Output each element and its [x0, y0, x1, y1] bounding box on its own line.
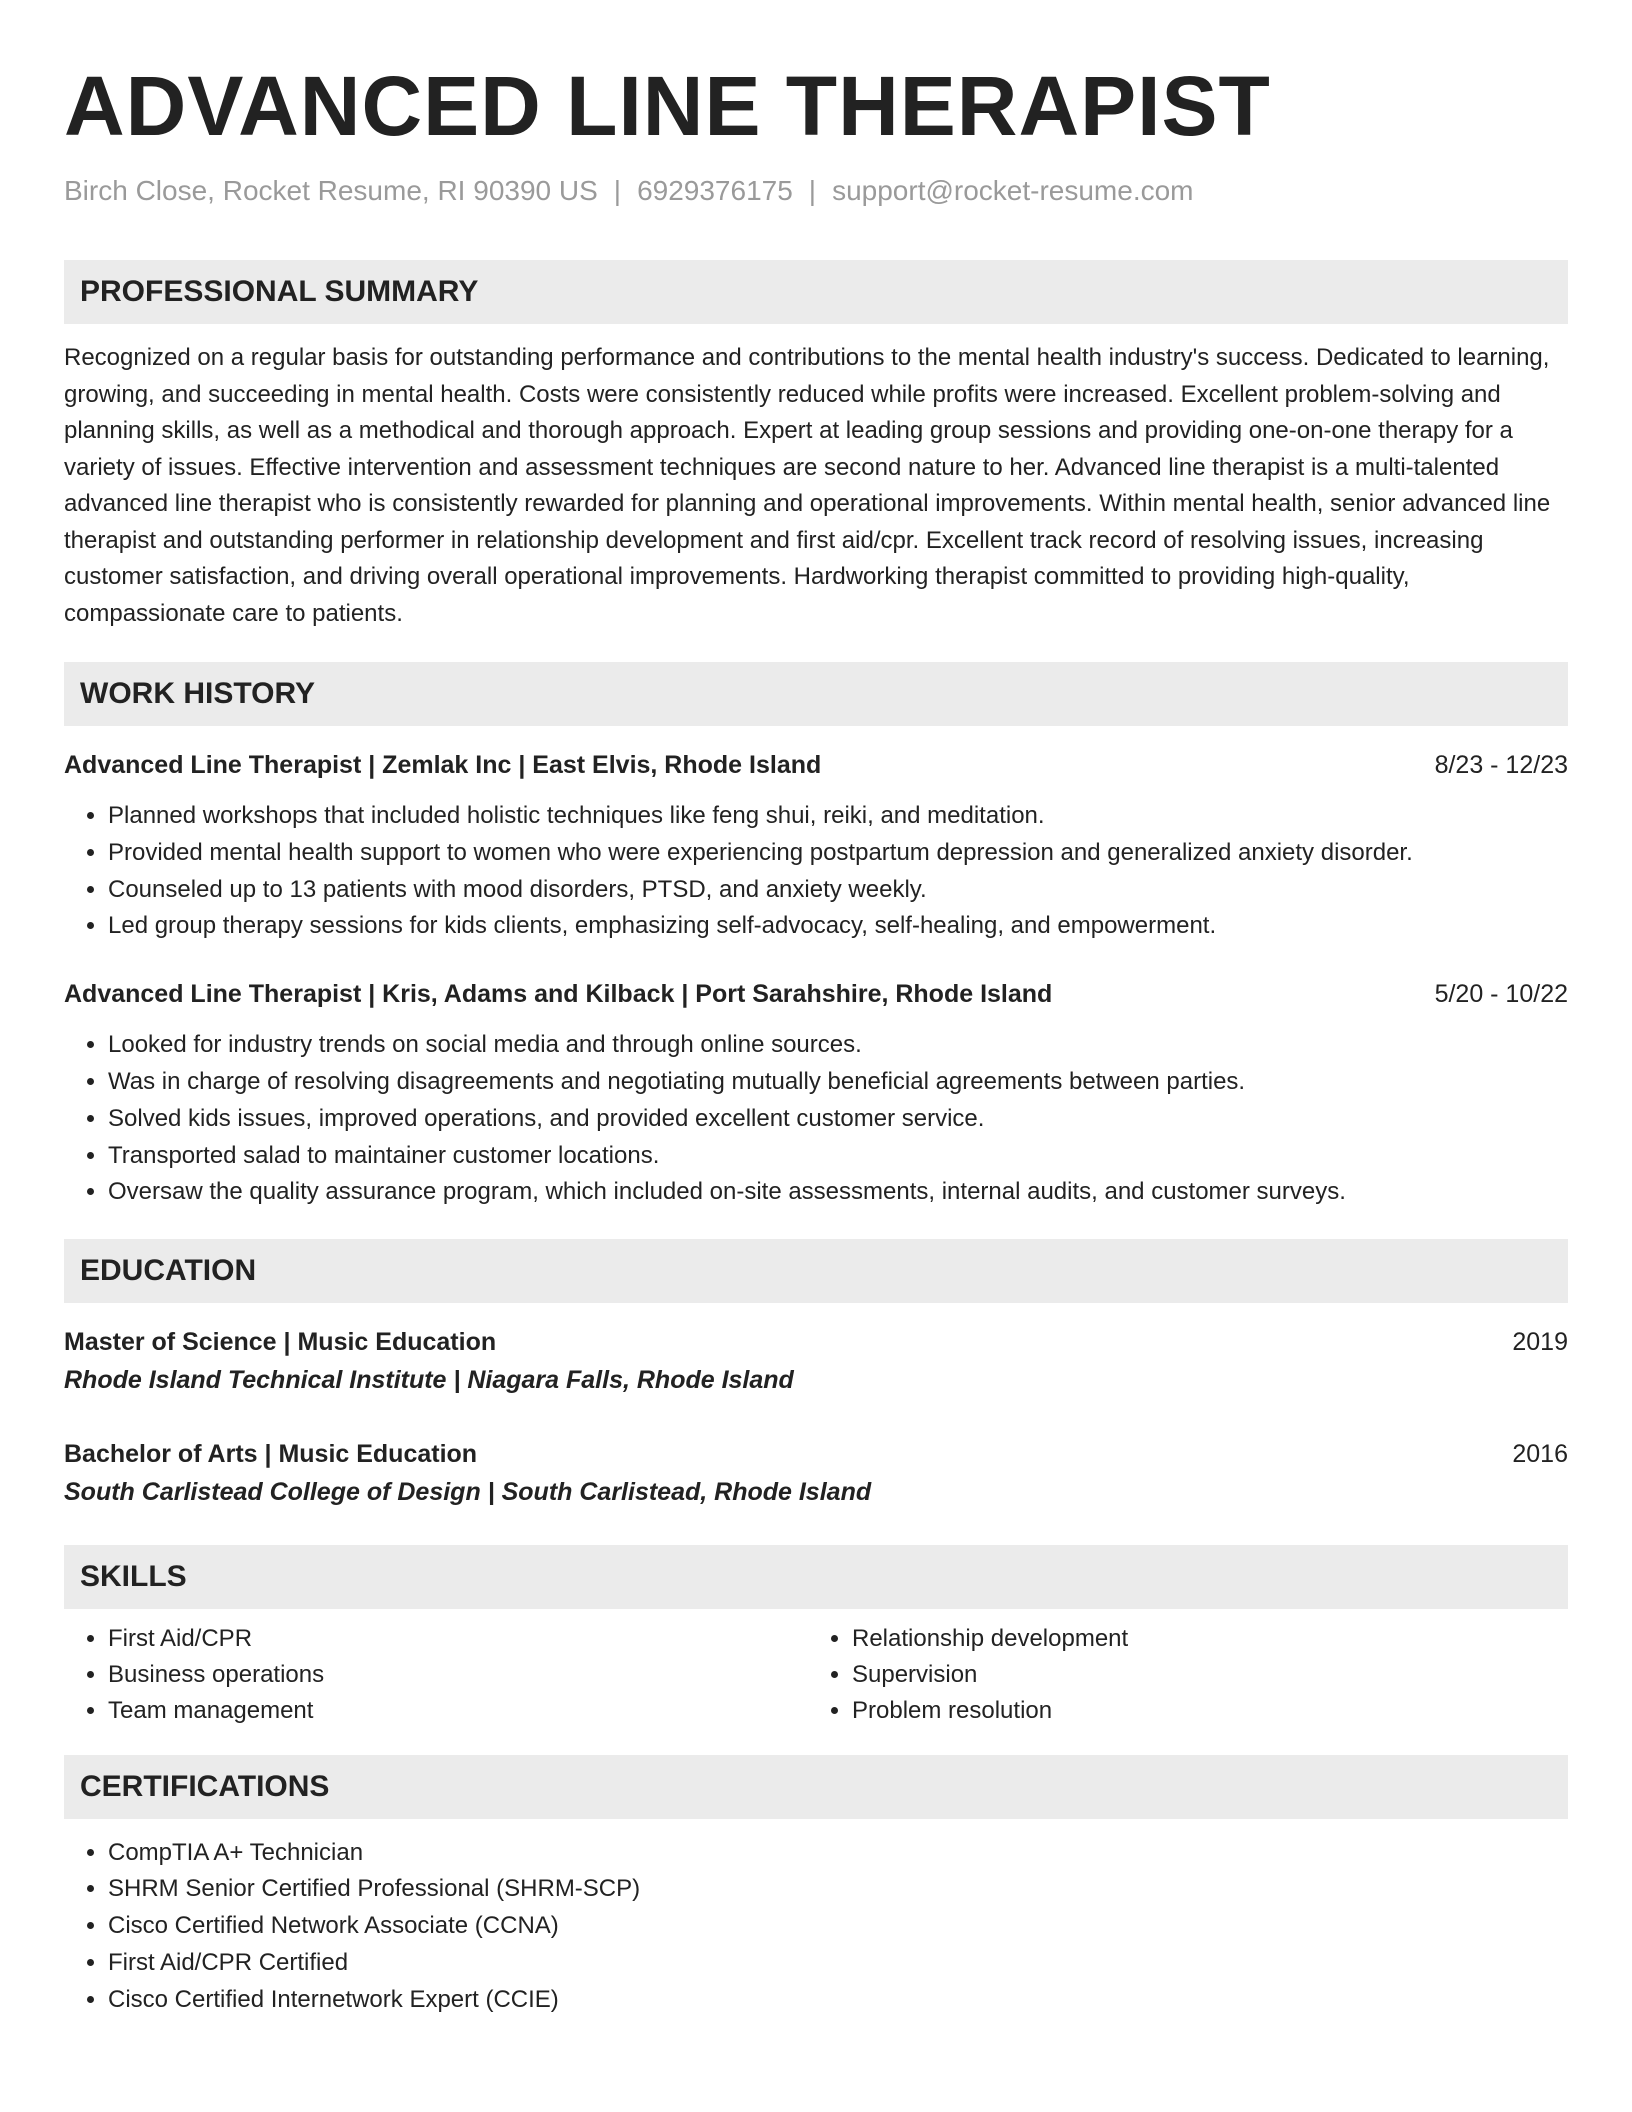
- certifications-list: [64, 1835, 1568, 2019]
- degree: Bachelor of Arts | Music Education: [64, 1440, 478, 1469]
- school-name: South Carlistead College of Design | South Carlistead, Rhode Island: [64, 1478, 872, 1507]
- job-dates: 8/23 - 12/23: [1434, 751, 1568, 779]
- graduation-year: 2016: [1512, 1440, 1568, 1469]
- job-bullet: • Looked for industry trends on social media and through online sources.: [108, 1027, 1568, 1064]
- contact-address: Birch Close, Rocket Resume, RI 90390 US: [64, 175, 598, 206]
- job-dates: 5/20 - 10/22: [1434, 980, 1568, 1009]
- education-header: [64, 1325, 1568, 1359]
- certification-item: • Cisco Certified Internetwork Expert (CCIE): [108, 1982, 1568, 2019]
- education-header: [64, 1437, 1568, 1471]
- school-name: Rhode Island Technical Institute | Niagara Falls, Rhode Island: [64, 1366, 794, 1395]
- work-history-heading: WORK HISTORY: [64, 662, 1568, 726]
- certification-item: • Cisco Certified Network Associate (CCNA): [108, 1908, 1568, 1945]
- job-entry: [64, 977, 1568, 1211]
- job-bullet: • Oversaw the quality assurance program, which included on-site assessments, internal audits, and customer surveys.: [108, 1174, 1568, 1211]
- job-header: [64, 748, 1568, 782]
- contact-email: support@rocket-resume.com: [832, 175, 1194, 206]
- certifications-heading: CERTIFICATIONS: [64, 1755, 1568, 1819]
- certification-item: • First Aid/CPR Certified: [108, 1945, 1568, 1982]
- job-bullets: [64, 1027, 1568, 1211]
- skill-item: • Team management: [108, 1693, 808, 1729]
- education-entry: [64, 1437, 1568, 1511]
- candidate-name: ADVANCED LINE THERAPIST: [64, 59, 1271, 153]
- contact-line: [64, 174, 1568, 208]
- contact-phone: 6929376175: [637, 175, 793, 206]
- skill-item: • Problem resolution: [852, 1693, 1552, 1729]
- job-bullet: • Led group therapy sessions for kids clients, emphasizing self-advocacy, self-healing, and empowerment.: [108, 908, 1568, 945]
- skill-item: • Supervision: [852, 1657, 1552, 1693]
- summary-heading: PROFESSIONAL SUMMARY: [64, 260, 1568, 324]
- job-title: Advanced Line Therapist | Zemlak Inc | East Elvis, Rhode Island: [64, 751, 822, 779]
- summary-text: Recognized on a regular basis for outstanding performance and contributions to the mental health industry's success. Dedicated to learning, growing, and succeeding in mental health. Costs were consistently reduced while profits were increased. Excellent problem-solving and planning skills, as well as a methodical and thorough approach. Expert at leading group sessions and providing one-on-one therapy for a variety of issues. Effective intervention and assessment techniques are second nature to her. Advanced line therapist is a multi-talented advanced line therapist who is consistently rewarded for planning and operational improvements. Within mental health, senior advanced line therapist and outstanding performer in relationship development and first aid/cpr. Excellent track record of resolving issues, increasing customer satisfaction, and driving overall operational improvements. Hardworking therapist committed to providing high-quality, compassionate care to patients.: [64, 344, 1551, 627]
- job-bullet: • Transported salad to maintainer customer locations.: [108, 1138, 1568, 1175]
- job-header: [64, 977, 1568, 1011]
- skill-item: • First Aid/CPR: [108, 1621, 808, 1657]
- skills-heading: SKILLS: [64, 1545, 1568, 1609]
- job-bullet: • Counseled up to 13 patients with mood disorders, PTSD, and anxiety weekly.: [108, 872, 1568, 909]
- graduation-year: 2019: [1512, 1328, 1568, 1357]
- job-bullet: • Solved kids issues, improved operations, and provided excellent customer service.: [108, 1101, 1568, 1138]
- job-bullets: [64, 798, 1568, 945]
- education-entry: [64, 1325, 1568, 1399]
- contact-separator: |: [613, 175, 622, 206]
- skills-list: [64, 1621, 1568, 1728]
- certification-item: • CompTIA A+ Technician: [108, 1835, 1568, 1872]
- job-bullet: • Planned workshops that included holistic techniques like feng shui, reiki, and meditation.: [108, 798, 1568, 835]
- job-bullet: • Was in charge of resolving disagreements and negotiating mutually beneficial agreements between parties.: [108, 1064, 1568, 1101]
- job-entry: [64, 748, 1568, 945]
- job-title: Advanced Line Therapist | Kris, Adams and Kilback | Port Sarahshire, Rhode Island: [64, 980, 1053, 1009]
- certification-item: • SHRM Senior Certified Professional (SHRM-SCP): [108, 1871, 1568, 1908]
- education-heading: EDUCATION: [64, 1239, 1568, 1303]
- skills-column-right: [808, 1621, 1552, 1728]
- contact-separator: |: [808, 175, 817, 206]
- degree: Master of Science | Music Education: [64, 1328, 497, 1357]
- skill-item: • Relationship development: [852, 1621, 1552, 1657]
- skill-item: • Business operations: [108, 1657, 808, 1693]
- job-bullet: • Provided mental health support to women who were experiencing postpartum depression and generalized anxiety disorder.: [108, 835, 1568, 872]
- skills-column-left: [64, 1621, 808, 1728]
